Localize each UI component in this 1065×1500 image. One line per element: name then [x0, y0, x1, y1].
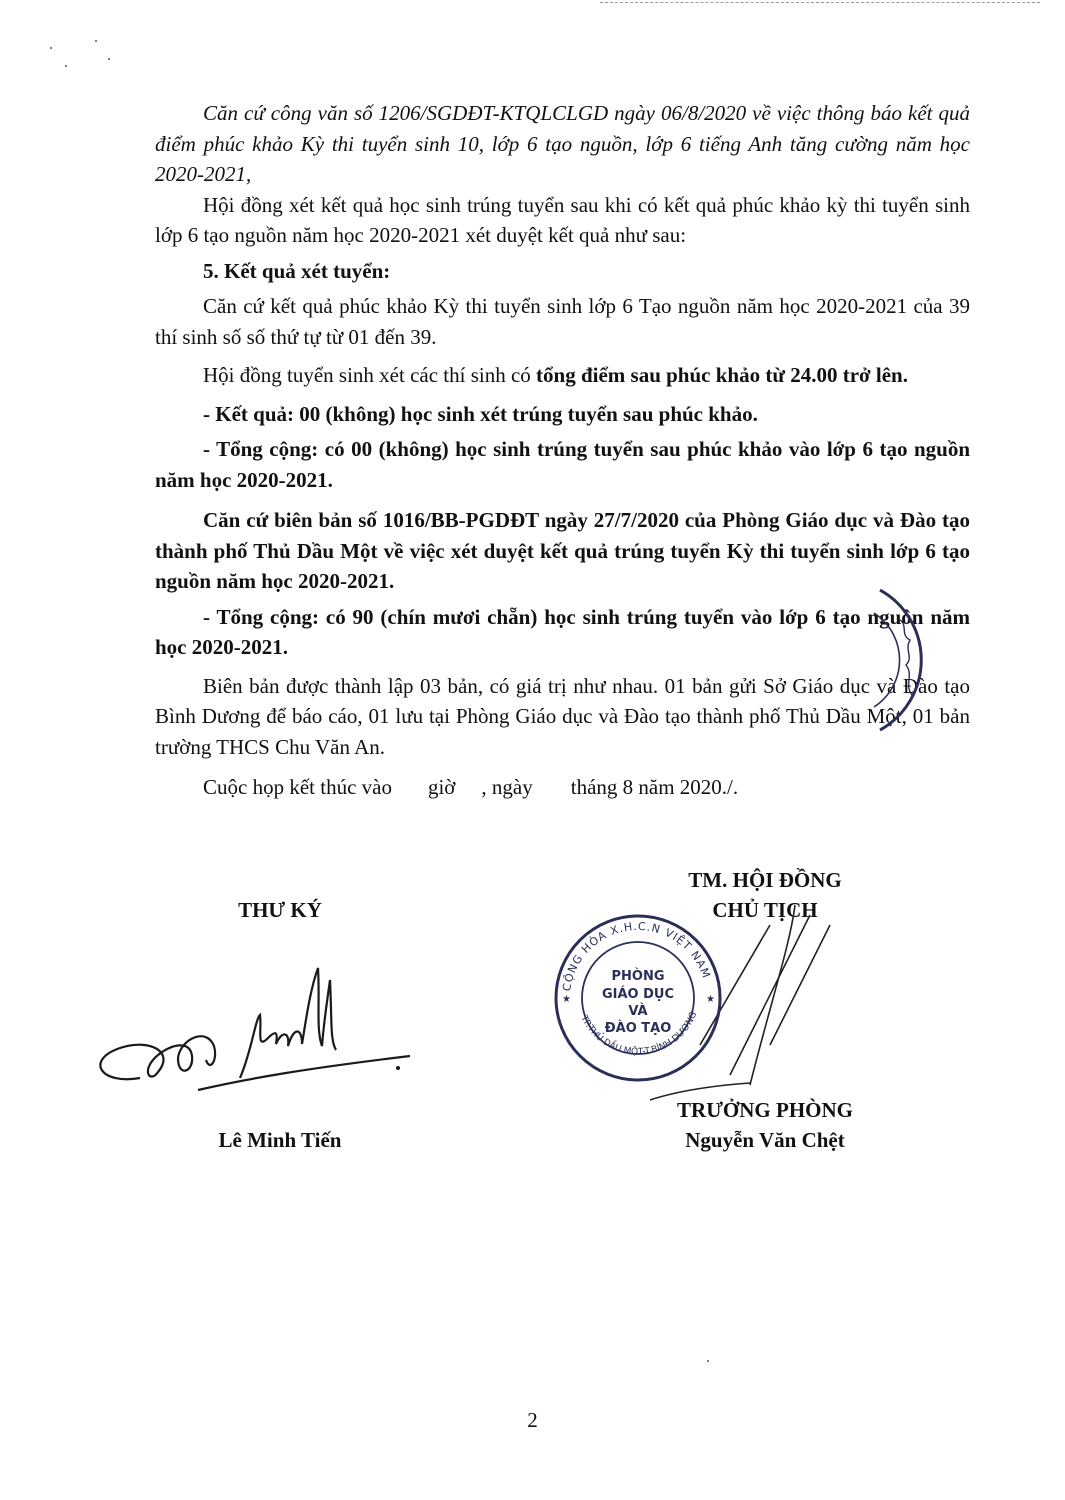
paragraph-total-admitted: - Tổng cộng: có 90 (chín mươi chẵn) học sinh trúng tuyển vào lớp 6 tạo nguồn năm học 2020-2021. — [155, 604, 970, 659]
page-number: 2 — [527, 1408, 538, 1432]
paragraph-copies-distribution: Biên bản được thành lập 03 bản, có giá trị như nhau. 01 bản gửi Sở Giáo dục và Đào tạo Bình Dương để báo cáo, 01 lưu tại Phòng Giáo dục và Đào tạo thành phố Thủ Dầu Một, 01 bản trường THCS Chu Văn An. — [155, 673, 970, 759]
seal-center-line-1: PHÒNG — [611, 969, 665, 984]
svg-text:★: ★ — [706, 994, 715, 1005]
threshold-text: Hội đồng tuyển sinh xét các thí sinh có — [203, 363, 537, 387]
seal-ring-text-bottom: TP.THỦ DẦU MỘT-T.BÌNH DƯƠNG — [578, 1010, 700, 1058]
council-line-1: TM. HỘI ĐỒNG — [688, 868, 842, 892]
document-body — [155, 98, 970, 803]
seal-center-line-2: GIÁO DỤC — [601, 987, 675, 1002]
head-title: TRƯỞNG PHÒNG — [677, 1098, 853, 1122]
threshold-score: tổng điểm sau phúc khảo từ 24.00 trở lên. — [536, 363, 908, 387]
paragraph-score-threshold — [155, 360, 970, 391]
paragraph-meeting-end — [155, 772, 970, 803]
paragraph-recheck-basis: Căn cứ kết quả phúc khảo Kỳ thi tuyển sinh lớp 6 Tạo nguồn năm học 2020-2021 của 39 thí sinh số số thứ tự từ 01 đến 39. — [155, 294, 970, 349]
paragraph-legal-basis-1206: Căn cứ công văn số 1206/SGDĐT-KTQLCLGD ngày 06/8/2020 về việc thông báo kết quả điểm phúc khảo Kỳ thi tuyển sinh 10, lớp 6 tạo nguồn, lớp 6 tiếng Anh tăng cường năm học 2020-2021, — [155, 101, 970, 186]
margin-seal-partial — [870, 585, 940, 735]
paragraph-minutes-1016: Căn cứ biên bản số 1016/BB-PGDĐT ngày 27/7/2020 của Phòng Giáo dục và Đào tạo thành phố Thủ Dầu Một về việc xét duyệt kết quả trúng tuyển Kỳ thi tuyển sinh lớp 6 tạo nguồn năm học 2020-2021. — [155, 508, 970, 593]
meeting-end-date: tháng 8 năm 2020./. — [570, 775, 739, 799]
secretary-title: THƯ KÝ — [238, 898, 322, 922]
paragraph-total-after-recheck: - Tổng cộng: có 00 (không) học sinh trúng tuyển sau phúc khảo vào lớp 6 tạo nguồn năm học 2020-2021. — [155, 437, 970, 492]
head-name: Nguyễn Văn Chệt — [685, 1128, 845, 1152]
meeting-end-hour: giờ — [427, 775, 456, 799]
head-signature-block — [610, 1095, 920, 1155]
seal-center-line-4: ĐÀO TẠO — [604, 1021, 672, 1036]
meeting-end-day: , ngày — [481, 775, 533, 799]
secretary-signature — [80, 960, 420, 1100]
paragraph-council-review: Hội đồng xét kết quả học sinh trúng tuyển sau khi có kết quả phúc khảo kỳ thi tuyển sinh lớp 6 tạo nguồn năm học 2020-2021 xét duyệt kết quả như sau: — [155, 192, 970, 247]
office-seal — [548, 908, 728, 1088]
paragraph-result-count: - Kết quả: 00 (không) học sinh xét trúng tuyển sau phúc khảo. — [203, 401, 758, 426]
section-heading-results: 5. Kết quả xét tuyển: — [203, 258, 391, 283]
seal-ring-text: CỘNG HÒA X.H.C.N VIỆT NAM — [560, 919, 714, 993]
svg-text:★: ★ — [562, 994, 571, 1005]
meeting-end-prefix: Cuộc họp kết thúc vào — [203, 775, 392, 799]
council-line-2: CHỦ TỊCH — [712, 898, 818, 922]
top-edge-line — [600, 2, 1040, 3]
seal-center-line-3: VÀ — [628, 1004, 648, 1019]
secretary-name: Lê Minh Tiến — [218, 1128, 342, 1152]
